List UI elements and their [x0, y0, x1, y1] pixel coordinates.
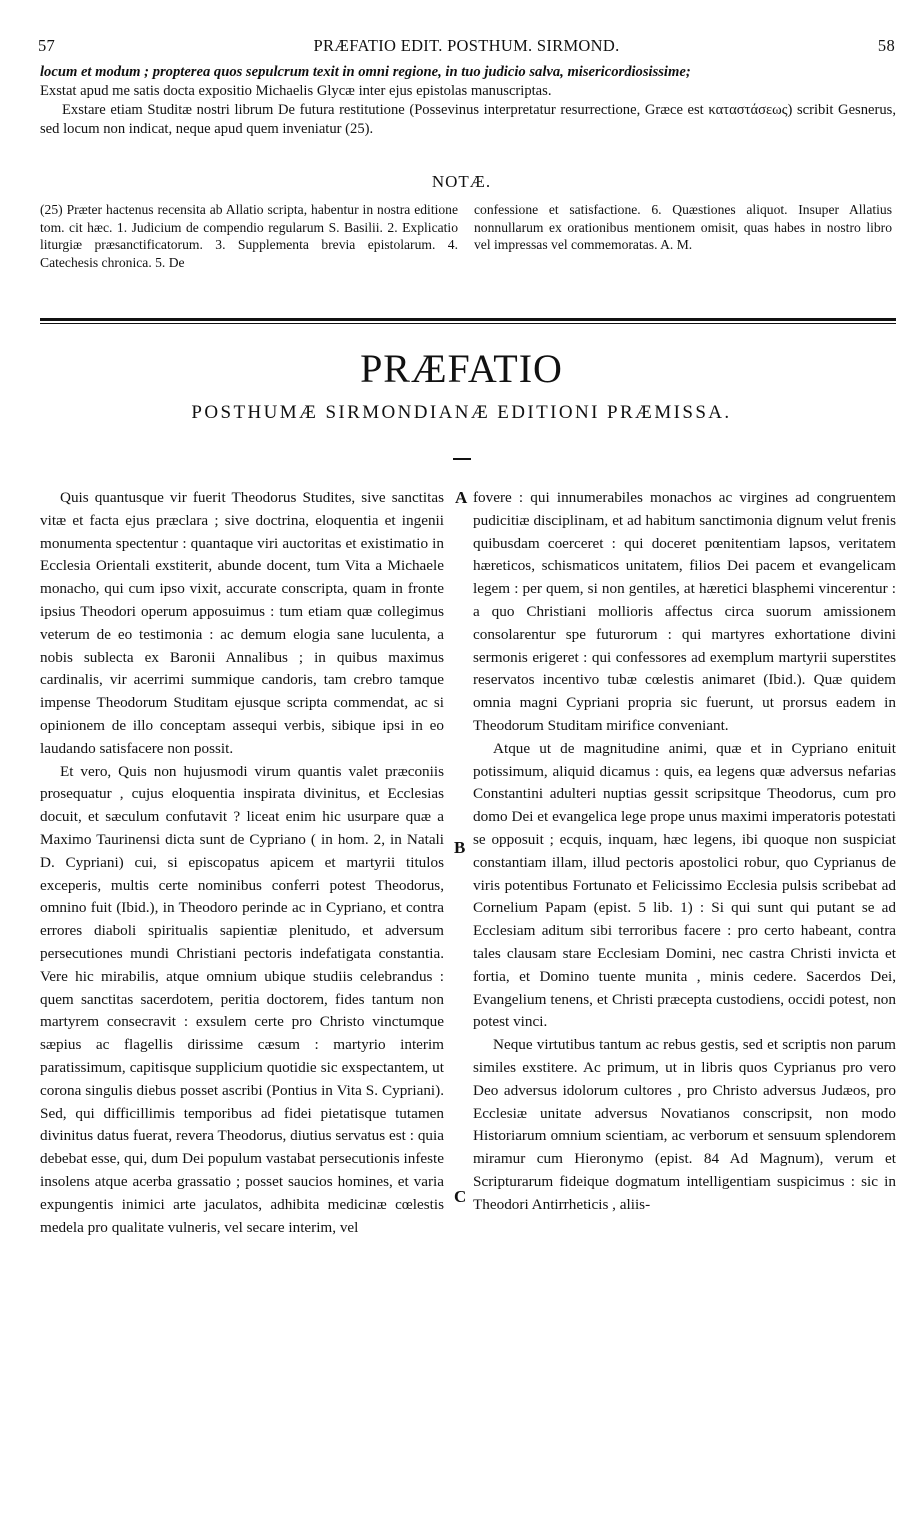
footnote-column-right: confessione et satisfactione. 6. Quæstiones aliquot. Insuper Allatius nonnullarum ex orationibus mentionem omisit, quas habes in nostro libro vel impressas vel commemoratas. A. M. [474, 202, 892, 252]
page-number-right: 58 [877, 36, 895, 55]
preceding-text [40, 63, 896, 139]
notes-heading: NOTÆ. [431, 172, 492, 191]
margin-letter-c: C [454, 1187, 467, 1206]
body-column-right [473, 487, 896, 1217]
preceding-text-line-1: locum et modum ; propterea quos sepulcrum texit in omni regione, in tuo judicio salva, misericordiosissime; [40, 64, 691, 80]
body-paragraph: Neque virtutibus tantum ac rebus gestis, sed et scriptis non parum similes exstitere. Ac primum, ut in libris quos Cyprianus pro vero Deo adversus idolorum cultores , pro Christo adversus Judæos, pro Ecclesiæ unitate adversus Novatianos conscripsit, non modo Historiarum omnium scientiam, ac verborum et sensuum splendorem miramur cum Hieronymo (epist. 84 Ad Magnum), verum et Scripturarum fideique dogmatum intelligentiam suspicimus : sic in Theodori Antirrheticis , aliis- [473, 1036, 896, 1213]
body-paragraph: Quis quantusque vir fuerit Theodorus Studites, sive sanctitas vitæ et facta ejus præclara ; sive doctrina, eloquentia et ingenii monumenta spectentur : quantaque viri auctoritas et existimatio in Ecclesia Orientali exstiterit, abunde docent, tum Vita a Michaele monacho, qui cum ipso vixit, accurate conscripta, quam in fronte ipsius Theodori operum apposuimus : tum etiam quæ collegimus veterum de eo testimonia : ac demum elogia sane luculenta, a nobis sublecta ex Baronii Annalibus ; in quibus maximus cardinalis, vir acerrimi summique candoris, tam crebro tamque impense Theodorum Studitam ejusque scripta commendat, ac si opinionem de illo conceptam assequi verbis, sibique ipsi in eo laudando satisfacere non possit. [40, 489, 444, 757]
section-rule-thin [40, 323, 896, 324]
footnotes [40, 201, 896, 291]
section-title: PRÆFATIO [360, 346, 563, 391]
footnote-column-left: (25) Præter hactenus recensita ab Allatio scripta, habentur in nostra editione tom. cit hæc. 1. Judicium de compendio regularum S. Basilii. 2. Explicatio liturgiæ præsanctificatorum. 3. Supplementa brevia epistolarum. 4. Catechesis chronica. 5. De [40, 202, 458, 270]
preceding-text-line-2: Exstat apud me satis docta expositio Michaelis Glycæ inter ejus epistolas manuscriptas. [40, 83, 552, 99]
body-paragraph: Atque ut de magnitudine animi, quæ et in Cypriano enituit potissimum, aliquid dicamus : quis, ea legens quæ adversus nefarias Constantini adulteri nuptias gessit scripsitque Theodorus, cum pro domo Dei et evangelica lege prope unus maximi imperatoris potestati se opposuit ; ecquis, inquam, hæc legens, ibi quoque non suspiciat constantiam illam, illud pectoris apostolici robur, quo Cyprianus de viris potentibus Fortunato et Felicissimo Ecclesia pulsis scribebat ad Cornelium Papam (epist. 5 lib. 1) : Si qui sunt qui putant se ad Ecclesiam aditum sibi terroribus facere : pro certo habeant, contra tales clausam stare Ecclesiam Domini, nec castra Christi invicta et fortia, et Domino tuente munita , minis cedere. Sacerdos Dei, Evangelium tenens, et Christi præcepta custodiens, occidi potest, non potest vinci. [473, 739, 896, 1031]
body-column-left [40, 487, 444, 1239]
section-subtitle: POSTHUMÆ SIRMONDIANÆ EDITIONI PRÆMISSA. [191, 402, 732, 423]
preceding-text-paragraph: Exstare etiam Studitæ nostri librum De futura restitutione (Possevinus interpretatur resurrectione, Græce est καταστάσεως) scribit Gesnerus, sed locum non indicat, neque apud quem inveniatur (25). [40, 102, 896, 137]
running-head [38, 36, 895, 58]
margin-letter-b: B [454, 838, 466, 857]
body-paragraph: Et vero, Quis non hujusmodi virum quantis valet præconiis prosequatur , cujus eloquentia inspirata divinitus, et Ecclesias docuit, et sæculum confutavit ? liceat enim hic usurpare quæ a Maximo Taurinensi dicta sunt de Cypriano ( in hom. 2, in Natali D. Cypriani) cui, si episcopatus apicem et martyrii titulos exceperis, multis certe nominibus conferri potest Theodorus, omnino fuit (Ibid.), in Theodoro perinde ac in Cypriano, et contra errores diaboli spiritualis sapientiæ plenitudo, et adversum persecutiones mundi Christiani pectoris indefatigata constantia. Vere hic mirabilis, atque omnium ubique studiis celebrandus : quem sanctitas sacerdotem, peritia doctorem, fides tantum non martyrem consecravit : exsulem certe pro Christo vinctumque sæpius ac flagellis dirissime cæsum : martyrio interim paratissimum, capitisque supplicium quotidie sic exspectantem, ut corona singulis diebus posset ascribi (Pontius in Vita S. Cypriani). Sed, qui difficillimis temporibus ad fidei pietatisque tutamen divinitus datus fuerat, revera Theodorus, diutius servatus est : quia debebat esse, qui, dum Dei populum vastabat persecutionis infeste insolens atque acerba grassatio ; posset saucios homines, et varia expungentis inimici arte jaculatos, adhibita medicinæ cœlestis medela pro qualitate vulneris, vel secare interim, vel [40, 762, 444, 1236]
running-title: PRÆFATIO EDIT. POSTHUM. SIRMOND. [313, 36, 620, 55]
margin-letter-a: A [455, 488, 468, 507]
section-rule-thick [40, 318, 896, 321]
body-paragraph: fovere : qui innumerabiles monachos ac virgines ad congruentem pudicitiæ disciplinam, et ad habitum sanctimonia dignum velut frenis quibusdam coerceret : qui doceret pœnitentiam lapsos, veritatem hæreticos, schismaticos unitatem, filios Dei pacem et evangelicam legem : per quem, si non gentiles, at hæretici blasphemi vincerentur : a quo Christiani mollioris affectus circa suorum amissionem consolarentur spe futurorum : qui martyres exhortatione divini sermonis erigeret : qui confessores ad exemplum martyrii superstites reservatos incentivo tubæ cœlestis animaret (Ibid.). Quæ quidem omnia magni Cypriani propria sic fuerunt, ut prorsus eadem in Theodorum Studitam mirifice conveniant. [473, 489, 896, 734]
title-dash [453, 458, 471, 460]
page-number-left: 57 [38, 36, 56, 55]
